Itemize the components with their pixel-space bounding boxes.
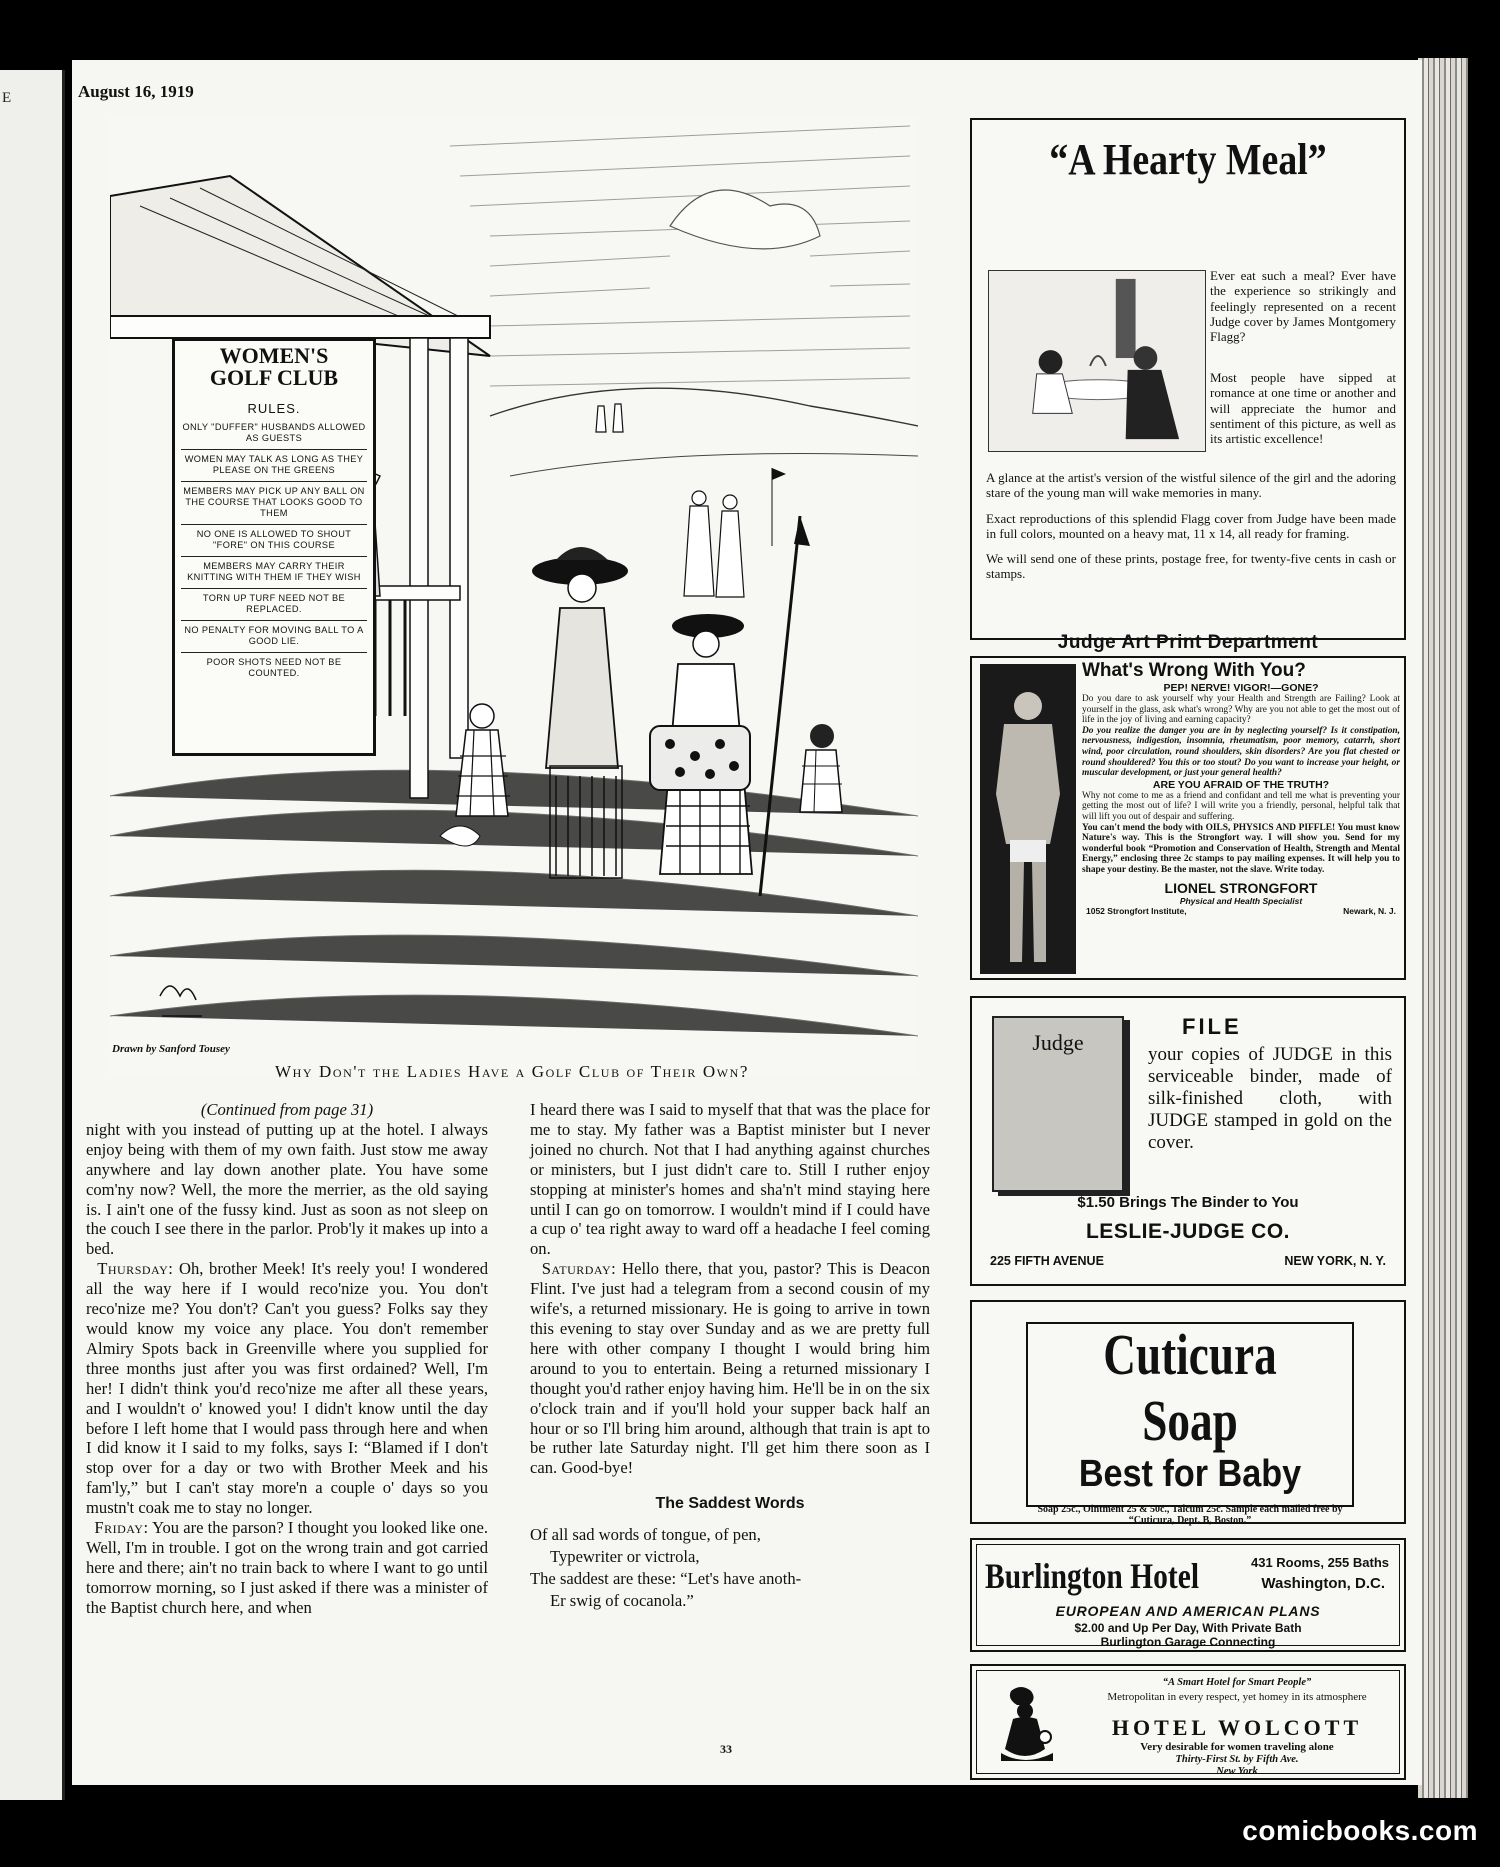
paragraph-text: You are the parson? I thought you looked like one. Well, I'm in trouble. I got on the wrong train and got carried here and there; ain't no train back to where I want to go until tomorrow morning, so I just asked if there was a minister of the Baptist church here, and when — [86, 1518, 488, 1617]
article-paragraph — [530, 1259, 930, 1478]
institute-address: 1052 Strongfort Institute, — [1086, 905, 1187, 916]
site-watermark: comicbooks.com — [1242, 1815, 1478, 1846]
ad-fine-print: Soap 25c., Ointment 25 & 50c., Talcum 25c. Sample each mailed free by “Cuticura, Dept. B, Boston.” — [1037, 1504, 1343, 1526]
magazine-page — [72, 60, 1422, 1785]
sign-rule: ONLY "DUFFER" HUSBANDS ALLOWED AS GUESTS — [181, 418, 367, 450]
poem-line: Typewriter or victrola, — [550, 1547, 700, 1567]
ad-company: LESLIE-JUDGE CO. — [1085, 1220, 1291, 1243]
ad-paragraph: Do you realize the danger you are in by neglecting yourself? Is it constipation, nervousness, indigestion, insomnia, rheumatism, poor memory, catarrh, short wind, poor circulation, round shoulders, skin disorders? Are you flat chested or round shouldered? You this or too stout? Do you want to increase your height, or muscular development, or just your general health? — [1082, 725, 1400, 779]
ad-price: $1.50 Brings The Binder to You — [1077, 1194, 1299, 1211]
strongman-figure — [980, 664, 1076, 974]
burlington-box — [976, 1544, 1400, 1649]
sign-rule: MEMBERS MAY CARRY THEIR KNITTING WITH THEM IF THEY WISH — [181, 557, 367, 589]
paragraph-text: night with you instead of putting up at the hotel. I always enjoy being with them of my own faith. Just stow me away anywhere and lay down another plate. You have some com'ny now? Well, the more the merrier, as the old saying is. I ain't one of the fussy kind. Just as soon as not sleep on the couch I see there in the parlor. Prob'ly it makes up into a bed. — [86, 1119, 488, 1259]
ad-paragraph: Ever eat such a meal? Ever have the experience so strikingly and feelingly represented on a recent Judge cover by James Montgomery Flagg? — [1210, 268, 1396, 345]
ad-tagline: Best for Baby — [1078, 1453, 1302, 1495]
ad-paragraph: You can't mend the body with OILS, PHYSICS AND PIFFLE! You must know Nature's way. This is the Strongfort way. I will show you. Send for my wonderful book “Promotion and Conservation of Health, Strength and Mental Energy,” enclosing three 2c stamps to pay mailing expenses. It will help you to shape your destiny. Be the master, not the slave. Write today. — [1082, 822, 1400, 875]
burlington-hotel-ad — [970, 1538, 1406, 1652]
artist-credit: Drawn by Sanford Tousey — [112, 1043, 230, 1055]
strongfort-ad — [970, 656, 1406, 980]
advertiser-role: Physical and Health Specialist — [1179, 895, 1303, 906]
judge-binder-ad — [970, 996, 1406, 1286]
sign-rule: TORN UP TURF NEED NOT BE REPLACED. — [181, 589, 367, 621]
article-column-right — [530, 1100, 930, 1612]
previous-page-edge: E — [0, 70, 65, 1800]
poem-line: Of all sad words of tongue, of pen, — [530, 1525, 761, 1545]
wolcott-box — [976, 1670, 1400, 1777]
paragraph-day: Thursday: — [97, 1259, 174, 1279]
cuticura-ad — [970, 1300, 1406, 1524]
article-paragraph — [530, 1100, 930, 1259]
ad-address: 225 FIFTH AVENUE — [990, 1254, 1104, 1268]
hotel-note: Very desirable for women traveling alone — [1140, 1741, 1334, 1753]
cuticura-box — [1026, 1322, 1354, 1526]
sign-rule: WOMEN MAY TALK AS LONG AS THEY PLEASE ON THE GREENS — [181, 450, 367, 482]
ad-paragraph: Why not come to me as a friend and confidant and tell me what is preventing your getting the most out of life? I will write you a friendly, personal, helpful talk that will lift you out of despair and suffering. — [1082, 790, 1400, 822]
article-paragraph — [86, 1518, 488, 1618]
article-paragraph — [86, 1120, 488, 1259]
advertiser-name: LIONEL STRONGFORT — [1164, 879, 1318, 896]
ad-headline: What's Wrong With You? — [1082, 660, 1306, 681]
ad-paragraph: Exact reproductions of this splendid Flagg cover from Judge have been made in full colors, mounted on a heavy mat, 11 x 14, all ready for framing. — [986, 510, 1396, 541]
ad-paragraph: We will send one of these prints, postage free, for twenty-five cents in cash or stamps. — [986, 551, 1396, 582]
poem — [530, 1524, 930, 1612]
paragraph-day: Saturday: — [541, 1259, 617, 1279]
continued-note: (Continued from page 31) — [200, 1100, 374, 1119]
ad-city: NEW YORK, N. Y. — [1284, 1254, 1386, 1268]
hotel-slogan: “A Smart Hotel for Smart People” — [1162, 1677, 1312, 1688]
sign-rule: MEMBERS MAY PICK UP ANY BALL ON THE COURSE THAT LOOKS GOOD TO THEM — [181, 482, 367, 525]
poem-title: The Saddest Words — [655, 1495, 805, 1513]
article-paragraph — [86, 1259, 488, 1518]
ad-paragraph: Most people have sipped at romance at one time or another and will appreciate the humor and sentiment of this picture, as well as its artistic excellence! — [1210, 370, 1396, 447]
couple-dining-image — [989, 271, 1205, 451]
strongman-photo — [980, 664, 1076, 974]
book-spine-edge — [1418, 58, 1468, 1798]
wolcott-logo — [991, 1681, 1065, 1771]
ad-paragraph: Do you dare to ask yourself why your Health and Strength are Failing? Look at yourself in the glass, ask what's wrong? Why are you not able to get the most out of life in the joy of living and earning capacity? — [1082, 694, 1400, 726]
hearty-meal-ad — [970, 118, 1406, 653]
paragraph-day: Friday: — [94, 1518, 149, 1538]
ad-subheadline: ARE YOU AFRAID OF THE TRUTH? — [1152, 778, 1330, 791]
ad-headline: FILE — [1182, 1014, 1242, 1039]
sign-rule: NO PENALTY FOR MOVING BALL TO A GOOD LIE. — [181, 621, 367, 653]
sign-rule: NO ONE IS ALLOWED TO SHOUT "FORE" ON THIS COURSE — [181, 525, 367, 557]
hotel-rooms: 431 Rooms, 255 Baths — [1250, 1555, 1389, 1570]
ad-paragraph: A glance at the artist's version of the wistful silence of the girl and the adoring stare of the young man will wake memories in many. — [986, 470, 1396, 501]
hotel-garage: Burlington Garage Connecting — [1100, 1635, 1276, 1649]
mascot-icon — [991, 1681, 1065, 1771]
sign-rule: POOR SHOTS NEED NOT BE COUNTED. — [206, 657, 342, 678]
binder-image — [992, 1016, 1124, 1192]
cartoon-caption: Why Don't the Ladies Have a Golf Club of Their Own? — [274, 1062, 750, 1081]
sign-club-name-line2: GOLF CLUB — [209, 365, 339, 390]
poem-line: Er swig of cocanola.” — [550, 1591, 694, 1611]
ad-department: Judge Art Print Department — [1057, 632, 1319, 653]
advertiser-address — [1082, 906, 1400, 916]
ad-subheadline: PEP! NERVE! VIGOR!—GONE? — [1163, 682, 1319, 694]
paragraph-text: Hello there, that you, pastor? This is Deacon Flint. I've just had a telegram from a second cousin of my wife's, a returned missionary. He is going to arrive in town this evening to stay over Sunday and as we are pretty full here with other company I thought I would bring him around to you to entertain. Being a returned missionary I thought you'd rather enjoy having him. He'll be in on the six o'clock train and if you'll hold your supper back half an hour or so I'll bring him around, although that train is apt to be ruther late Saturday night. I'll get him there soon as I can. Good-bye! — [530, 1259, 931, 1478]
paragraph-text: Oh, brother Meek! It's reely you! I wondered all the way here if I would reco'nize you. You don't reco'nize me? You don't? Can't you guess? Folks say they would know my voice any place. You don't remember Almiry Spots back in Greenville where you supplied for three months just after you was first ordained? Well, I'm her! I didn't think you'd reco'nize me after all these years, and I wouldn't o' knowed you! I didn't know until the day before I left home that I would pass through here and when I did know it I said to my folks, says I: “Blamed if I don't stop over for a day or two with Brother Meek and his fam'ly,” but I can't stay more'n a couple o' days so you mustn't coak me to stay no longer. — [86, 1259, 488, 1518]
hotel-plans: EUROPEAN AND AMERICAN PLANS — [1055, 1603, 1321, 1619]
page-date: August 16, 1919 — [78, 82, 194, 101]
rules-sign — [172, 338, 376, 756]
paragraph-text: I heard there was I said to myself that that was the place for me to stay. My father was a Baptist minister but I never joined no church. Not that I had anything against churches or ministers, but I just didn't care to. Still I ruther enjoy stopping at minister's homes and sha'n't mind staying here until I can go on tomorrow. I wouldn't mind if I could have a cup o' tea right away to ward off a headache I feel coming on. — [530, 1100, 930, 1259]
ad-body — [986, 470, 1396, 592]
ad-brand: Cuticura Soap — [1103, 1322, 1277, 1453]
hotel-wolcott-ad — [970, 1664, 1406, 1780]
article-column-left — [86, 1100, 488, 1618]
page-number: 33 — [720, 1742, 732, 1756]
binder-label: Judge — [1032, 1030, 1084, 1055]
hotel-city: New York — [1216, 1766, 1258, 1777]
hotel-name: HOTEL WOLCOTT — [1111, 1715, 1363, 1740]
hotel-city: Washington, D.C. — [1261, 1575, 1385, 1592]
hotel-street: Thirty-First St. by Fifth Ave. — [1175, 1754, 1299, 1765]
flagg-cover-illustration — [988, 270, 1206, 452]
hotel-description: Metropolitan in every respect, yet homey in its atmosphere — [1107, 1691, 1367, 1703]
sign-club-name-line1: WOMEN'S — [219, 343, 329, 368]
hotel-rate: $2.00 and Up Per Day, With Private Bath — [1074, 1621, 1302, 1635]
sign-rules-heading: RULES. — [247, 401, 301, 416]
strongfort-text — [1082, 660, 1400, 916]
ad-headline: “A Hearty Meal” — [1049, 135, 1327, 184]
institute-city: Newark, N. J. — [1343, 905, 1396, 916]
ad-paragraph: your copies of JUDGE in this serviceable binder, made of silk-finished cloth, with JUDGE stamped in gold on the cover. — [1148, 1044, 1392, 1153]
hotel-name: Burlington Hotel — [985, 1556, 1200, 1596]
poem-line: The saddest are these: “Let's have anoth- — [530, 1569, 802, 1589]
golf-club-cartoon — [110, 116, 918, 1076]
